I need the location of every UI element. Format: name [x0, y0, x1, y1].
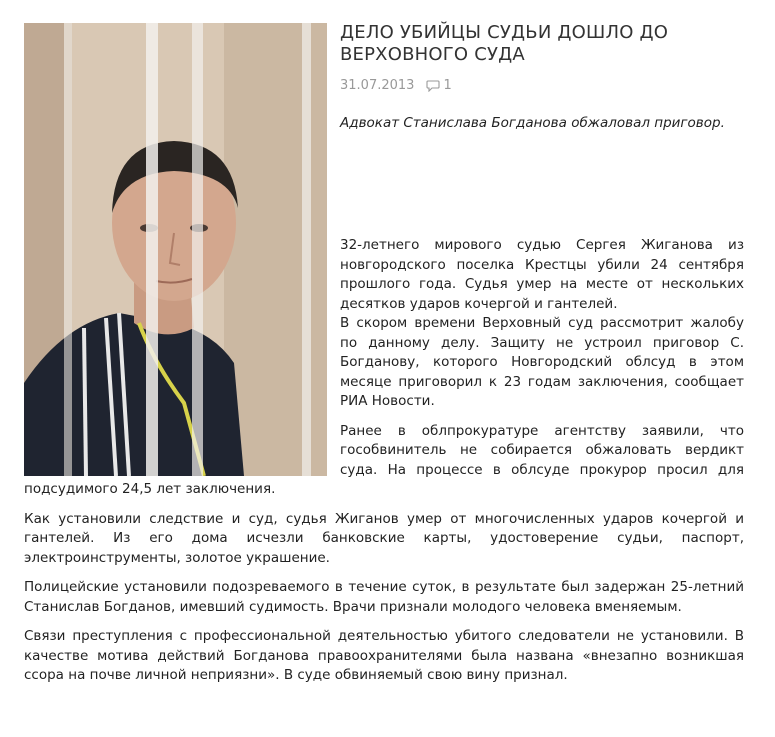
article-paragraph: Ранее в облпрокуратуре агентству заявили, что гособвинитель не собирается обжаловать вердикт суда. На процессе в облсуде прокурор просил для подсудимого 24,5 лет заключения.: [24, 422, 744, 497]
comments-link[interactable]: [426, 78, 451, 93]
article-lead: Адвокат Станислава Богданова обжаловал приговор.: [340, 115, 725, 131]
speech-bubble-icon: [426, 80, 440, 92]
photo-float-spacer: [24, 236, 340, 478]
article-date: 31.07.2013: [340, 78, 415, 93]
article-paragraph: Полицейские установили подозреваемого в течение суток, в результате был задержан 25-летний Станислав Богданов, имевший судимость. Врачи признали молодого человека вменяемым.: [24, 579, 744, 615]
article-paragraph: В скором времени Верховный суд рассмотрит жалобу по данному делу. Защиту не устроил приговор С. Богданову, которого Новгородский облсуд в этом месяце приговорил к 23 годам заключения, сообщает РИА Новости.: [340, 315, 744, 409]
article-paragraph: 32-летнего мирового судью Сергея Жиганова из новгородского поселка Крестцы убили 24 сентября прошлого года. Судья умер на месте от нескольких десятков ударов кочергой и гантелей.: [340, 237, 744, 312]
comments-count: 1: [443, 78, 452, 93]
article-meta: [340, 78, 452, 93]
article-title: ДЕЛО УБИЙЦЫ СУДЬИ ДОШЛО ДО ВЕРХОВНОГО СУДА: [340, 22, 669, 65]
article-paragraph: Связи преступления с профессиональной деятельностью убитого следователи не установили. В качестве мотива действий Богданова правоохранителями была названа «внезапно возникшая ссора на почве личной неприязни». В суде обвиняемый свою вину признал.: [24, 628, 744, 683]
article-body: [24, 236, 744, 696]
article-paragraph: Как установили следствие и суд, судья Жиганов умер от многочисленных ударов кочергой и гантелей. Из его дома исчезли банковские карты, удостоверение судьи, паспорт, электроинструменты, золотое украшение.: [24, 510, 744, 566]
